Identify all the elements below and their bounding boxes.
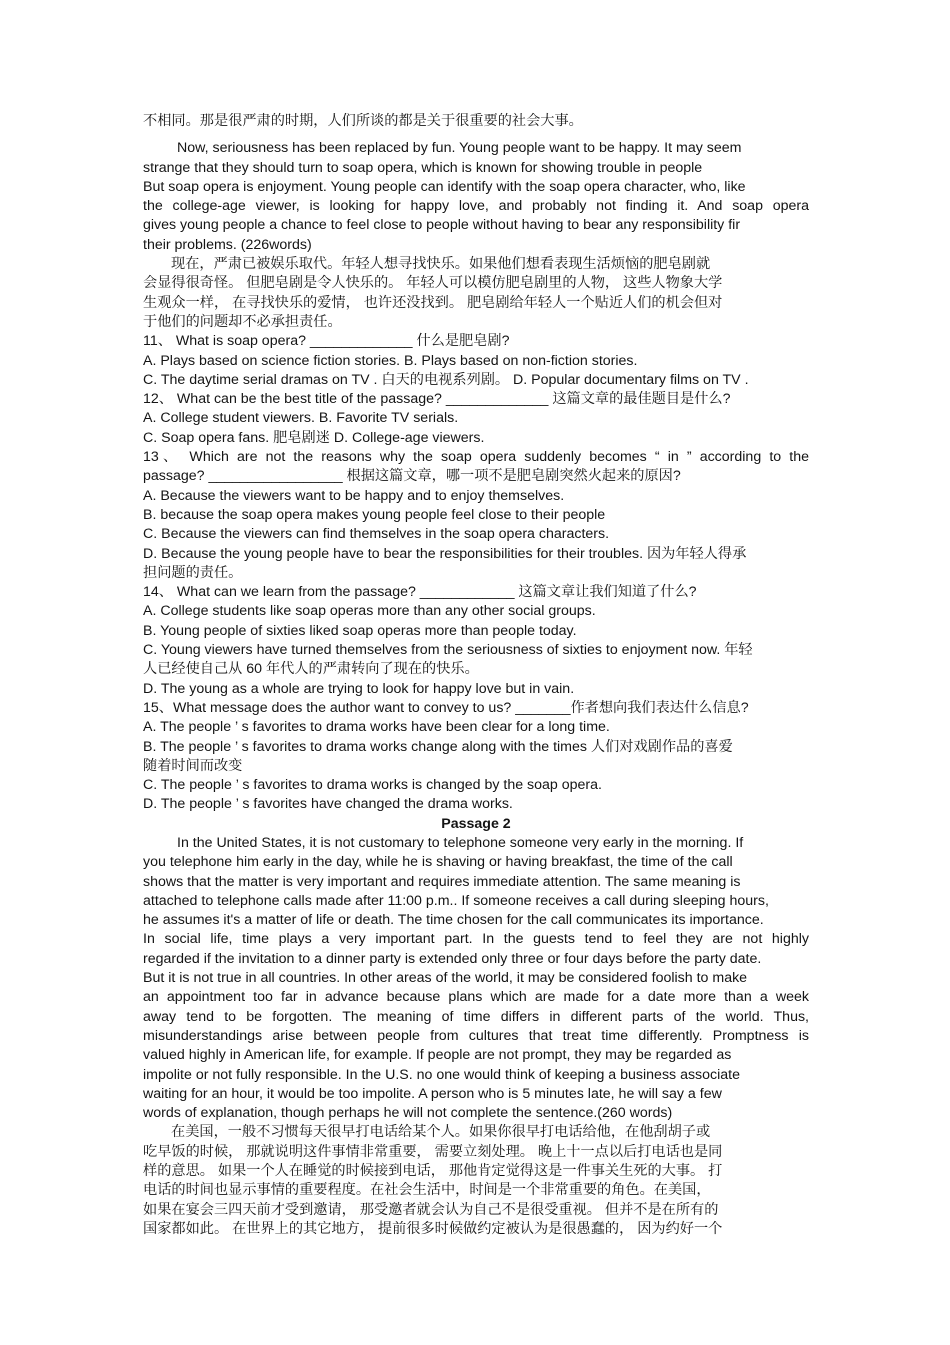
paragraph-line: gives young people a chance to feel close to people without having to bear any responsibility fir (143, 217, 741, 234)
option-line: 担问题的责任。 (143, 564, 243, 581)
paragraph-line: you telephone him early in the day, while he is shaving or having breakfast, the time of the call (143, 854, 733, 871)
paragraph-line: he assumes it's a matter of life or death. The time chosen for the call communicates its importance. (143, 912, 764, 929)
question-line: passage? _________________ 根据这篇文章，哪一项不是肥皂剧突然火起来的原因? (143, 468, 681, 485)
option-line: A. Plays based on science fiction stories. B. Plays based on non-fiction stories. (143, 352, 638, 369)
paragraph-line: strange that they should turn to soap opera, which is known for showing trouble in people (143, 159, 703, 176)
translation-line: 电话的时间也显示事情的重要程度。在社会生活中，时间是一个非常重要的角色。在美国， (143, 1182, 711, 1199)
option-line: 随着时间而改变 (143, 757, 243, 774)
paragraph-line: shows that the matter is very important and requires immediate attention. The same meaning is (143, 873, 741, 890)
paragraph-line: valued highly in American life, for example. If people are not prompt, they may be regarded as (143, 1047, 732, 1064)
paragraph-line: the college-age viewer, is looking for happy love, and probably not finding it. And soap opera (143, 198, 809, 215)
translation-line: 于他们的问题却不必承担责任。 (143, 313, 342, 330)
paragraph-line: In social life, time plays a very important part. In the guests tend to feel they are not highly (143, 931, 809, 948)
translation-line: 在美国，一般不习惯每天很早打电话给某个人。如果你很早打电话给他，在他刮胡子或 (171, 1124, 711, 1141)
translation-line: 会显得很奇怪。 但肥皂剧是令人快乐的。 年轻人可以模仿肥皂剧里的人物， 这些人物象大学 (143, 275, 723, 292)
translation-line: 现在，严肃已被娱乐取代。年轻人想寻找快乐。如果他们想看表现生活烦恼的肥皂剧就 (171, 256, 711, 273)
question-line: 13、 Which are not the reasons why the soap opera suddenly becomes “ in ” according to the (143, 449, 809, 466)
paragraph-line: attached to telephone calls made after 11:00 p.m.. If someone receives a call during sleeping hours, (143, 892, 769, 909)
option-line: B. The people ’ s favorites to drama works change along with the times 人们对戏剧作品的喜爱 (143, 738, 733, 755)
paragraph-line: Now, seriousness has been replaced by fun. Young people want to be happy. It may seem (177, 140, 742, 157)
paragraph-line: But it is not true in all countries. In other areas of the world, it may be considered foolish to make (143, 970, 748, 987)
passage1-ending (143, 112, 809, 332)
option-line: C. Because the viewers can find themselves in the soap opera characters. (143, 526, 610, 543)
paragraph-line: impolite or not fully responsible. In the U.S. no one would think of keeping a business associate (143, 1066, 741, 1083)
option-line: D. Because the young people have to bear the responsibilities for their troubles. 因为年轻人得承 (143, 545, 747, 562)
paragraph-line: away tend to be forgotten. The meaning of time differs in different parts of the world. Thus, (143, 1008, 809, 1025)
paragraph-line: an appointment too far in advance because plans which are made for a date more than a week (143, 989, 809, 1006)
paragraph-line: But soap opera is enjoyment. Young people can identify with the soap opera character, who, like (143, 178, 746, 195)
option-line: 人已经使自己从 60 年代人的严肃转向了现在的快乐。 (143, 661, 479, 678)
passage2-translation (143, 1123, 809, 1239)
option-line: C. Young viewers have turned themselves from the seriousness of sixties to enjoyment now. 年轻 (143, 642, 753, 659)
option-line: C. The people ’ s favorites to drama works is changed by the soap opera. (143, 777, 602, 794)
question-line: 11、 What is soap opera? _____________ 什么是肥皂剧? (143, 333, 510, 350)
option-line: B. Young people of sixties liked soap operas more than people today. (143, 622, 577, 639)
paragraph-line: words of explanation, though perhaps he will not complete the sentence.(260 words) (143, 1105, 673, 1122)
paragraph-line: regarded if the invitation to a dinner party is extended only three or four days before the party date. (143, 950, 762, 967)
passage-title: Passage 2 (441, 815, 511, 832)
question-line: 15、What message does the author want to convey to us? _______作者想向我们表达什么信息? (143, 699, 749, 716)
paragraph-line: misunderstandings arise between people from cultures that treat time differently. Promptness is (143, 1027, 809, 1044)
option-line: D. The young as a whole are trying to look for happy love but in vain. (143, 680, 575, 697)
question-list (143, 332, 809, 814)
option-line: C. Soap opera fans. 肥皂剧迷 D. College-age viewers. (143, 429, 485, 446)
translation-line: 样的意思。 如果一个人在睡觉的时候接到电话， 那他肯定觉得这是一件事关生死的大事。 打 (143, 1163, 723, 1180)
option-line: A. The people ’ s favorites to drama works have been clear for a long time. (143, 719, 610, 736)
option-line: A. Because the viewers want to be happy and to enjoy themselves. (143, 487, 565, 504)
paragraph-line: waiting for an hour, it would be too impolite. A person who is 5 minutes late, he will say a few (143, 1085, 722, 1102)
translation-line: 如果在宴会三四天前才受到邀请， 那受邀者就会认为自己不是很受重视。 但并不是在所有的 (143, 1201, 719, 1218)
question-line: 12、 What can be the best title of the passage? _____________ 这篇文章的最佳题目是什么? (143, 391, 731, 408)
translation-line: 生观众一样， 在寻找快乐的爱情， 也许还没找到。 肥皂剧给年轻人一个贴近人们的机会但对 (143, 294, 723, 311)
paragraph-line: their problems. (226words) (143, 236, 312, 253)
translation-line: 国家都如此。 在世界上的其它地方， 提前很多时候做约定被认为是很愚蠢的， 因为约好一个 (143, 1220, 723, 1237)
option-line: C. The daytime serial dramas on TV . 白天的电视系列剧。 D. Popular documentary films on TV . (143, 371, 749, 388)
text-line: 不相同。那是很严肃的时期，人们所谈的都是关于很重要的社会大事。 (143, 113, 583, 129)
passage2-english (143, 834, 809, 1123)
option-line: A. College student viewers. B. Favorite TV serials. (143, 410, 459, 427)
question-line: 14、 What can we learn from the passage? ____________ 这篇文章让我们知道了什么? (143, 584, 697, 601)
document-page (143, 112, 809, 1239)
option-line: A. College students like soap operas more than any other social groups. (143, 603, 596, 620)
translation-line: 吃早饭的时候， 那就说明这件事情非常重要， 需要立刻处理。 晚上十一点以后打电话也是同 (143, 1143, 723, 1160)
paragraph-line: In the United States, it is not customary to telephone someone very early in the morning. If (177, 834, 744, 851)
option-line: B. because the soap opera makes young people feel close to their people (143, 506, 606, 523)
option-line: D. The people ’ s favorites have changed the drama works. (143, 796, 513, 813)
